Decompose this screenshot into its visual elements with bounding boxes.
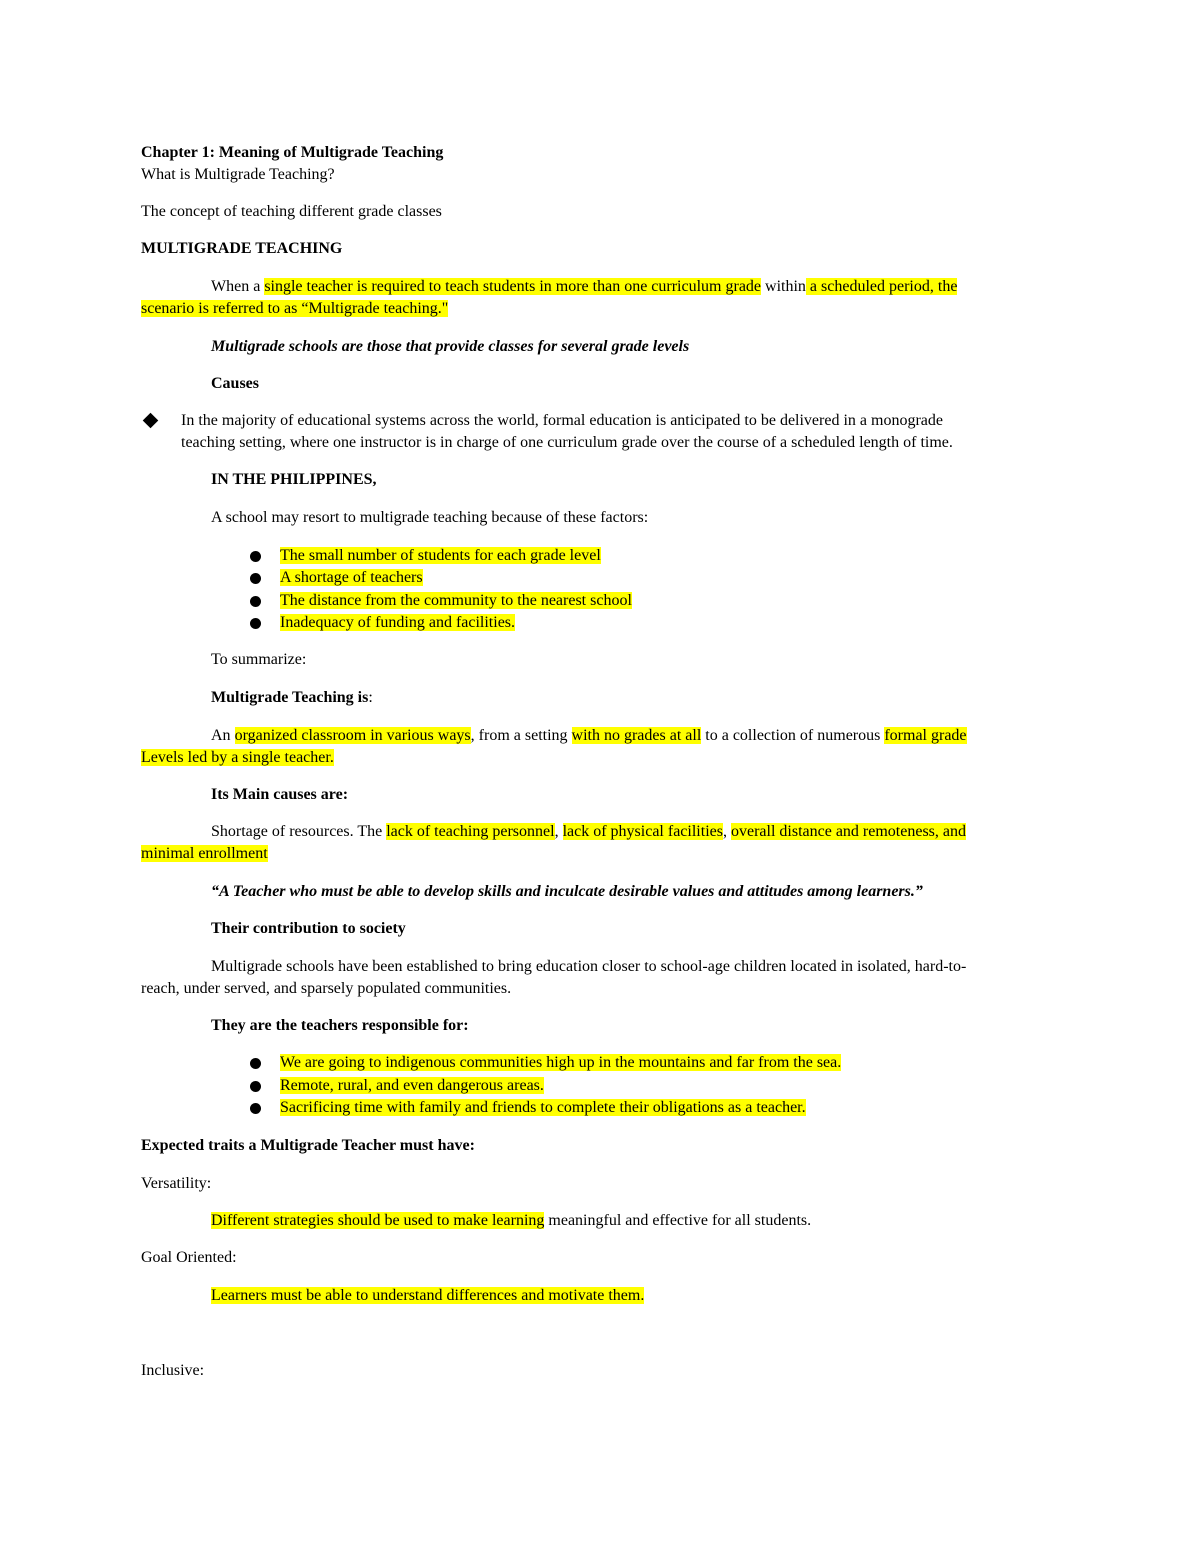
bullet-icon <box>250 596 261 607</box>
contribution-line-2: reach, under served, and sparsely populated communities. <box>141 980 512 997</box>
highlight: lack of teaching personnel <box>386 823 555 840</box>
versatility-rest: meaningful and effective for all students. <box>544 1212 812 1229</box>
main-causes-text: Shortage of resources. The <box>211 823 387 840</box>
highlight: Inadequacy of funding and facilities. <box>280 614 516 631</box>
mt-is-heading <box>211 688 373 708</box>
bullet-icon <box>250 573 261 584</box>
highlight: We are going to indigenous communities high up in the mountains and far from the sea. <box>280 1054 842 1071</box>
causes-text-line-2: teaching setting, where one instructor is in charge of one curriculum grade over the course of a scheduled length of time. <box>181 434 953 451</box>
highlight: The small number of students for each grade level <box>280 547 601 564</box>
causes-heading: Causes <box>211 375 260 392</box>
philippines-intro: A school may resort to multigrade teaching because of these factors: <box>211 509 649 526</box>
definition-text: within <box>761 278 806 295</box>
responsibility-item <box>280 1098 806 1118</box>
bullet-icon <box>250 1081 261 1092</box>
factor-item <box>280 546 601 566</box>
highlight: a scheduled period, the <box>805 278 958 295</box>
schools-statement: Multigrade schools are those that provide classes for several grade levels <box>211 338 690 355</box>
highlight: formal grade <box>884 727 967 744</box>
main-causes-line-2 <box>141 844 268 864</box>
definition-line-2 <box>141 299 448 319</box>
main-causes-text: , <box>554 823 563 840</box>
teacher-quote: “A Teacher who must be able to develop skills and inculcate desirable values and attitudes among learners.” <box>211 883 923 900</box>
mt-def-text: to a collection of numerous <box>701 727 885 744</box>
highlight: scenario is referred to as “Multigrade teaching." <box>141 300 449 317</box>
mt-def-line-1 <box>211 726 967 746</box>
bullet-icon <box>250 1058 261 1069</box>
main-causes-heading: Its Main causes are: <box>211 786 349 803</box>
goal-label: Goal Oriented: <box>141 1249 237 1266</box>
bullet-icon <box>250 551 261 562</box>
main-causes-line-1 <box>211 822 966 842</box>
goal-text <box>211 1286 644 1306</box>
versatility-text <box>211 1211 811 1231</box>
main-causes-text: , <box>722 823 731 840</box>
philippines-heading: IN THE PHILIPPINES, <box>211 471 377 488</box>
highlight: Remote, rural, and even dangerous areas. <box>280 1077 544 1094</box>
bullet-icon <box>250 618 261 629</box>
contribution-heading: Their contribution to society <box>211 920 406 937</box>
highlight: Different strategies should be used to make learning <box>211 1212 545 1229</box>
responsibility-item <box>280 1053 841 1073</box>
mt-is-colon: : <box>368 689 373 706</box>
contribution-line-1: Multigrade schools have been established to bring education closer to school-age children located in isolated, hard-to- <box>211 958 967 975</box>
section-heading: MULTIGRADE TEACHING <box>141 240 343 257</box>
inclusive-label: Inclusive: <box>141 1362 205 1379</box>
summarize-label: To summarize: <box>211 651 307 668</box>
highlight: minimal enrollment <box>141 845 268 862</box>
highlight: Levels led by a single teacher. <box>141 749 334 766</box>
diamond-bullet-icon <box>143 413 159 429</box>
highlight: Sacrificing time with family and friends to complete their obligations as a teacher. <box>280 1099 806 1116</box>
chapter-subtitle: What is Multigrade Teaching? <box>141 166 335 183</box>
versatility-label: Versatility: <box>141 1175 212 1192</box>
responsibility-item <box>280 1076 544 1096</box>
mt-def-line-2 <box>141 748 334 768</box>
highlight: single teacher is required to teach students in more than one curriculum grade <box>264 278 762 295</box>
definition-text: When a <box>211 278 265 295</box>
concept-line: The concept of teaching different grade classes <box>141 203 442 220</box>
highlight: lack of physical facilities <box>562 823 723 840</box>
responsible-heading: They are the teachers responsible for: <box>211 1017 469 1034</box>
factor-item <box>280 613 515 633</box>
bullet-icon <box>250 1103 261 1114</box>
highlight: The distance from the community to the nearest school <box>280 592 632 609</box>
chapter-title: Chapter 1: Meaning of Multigrade Teaching <box>141 144 444 161</box>
mt-def-text: An <box>211 727 235 744</box>
highlight: with no grades at all <box>571 727 702 744</box>
highlight: organized classroom in various ways <box>234 727 471 744</box>
factor-item <box>280 591 632 611</box>
mt-is-bold: Multigrade Teaching is <box>211 689 369 706</box>
traits-heading: Expected traits a Multigrade Teacher must have: <box>141 1137 475 1154</box>
highlight: Learners must be able to understand differences and motivate them. <box>211 1287 645 1304</box>
highlight: A shortage of teachers <box>280 569 423 586</box>
mt-def-text: , from a setting <box>470 727 572 744</box>
definition-line-1 <box>211 277 957 297</box>
highlight: overall distance and remoteness, and <box>730 823 966 840</box>
causes-text-line-1: In the majority of educational systems across the world, formal education is anticipated to be delivered in a monograde <box>181 412 943 429</box>
factor-item <box>280 568 423 588</box>
